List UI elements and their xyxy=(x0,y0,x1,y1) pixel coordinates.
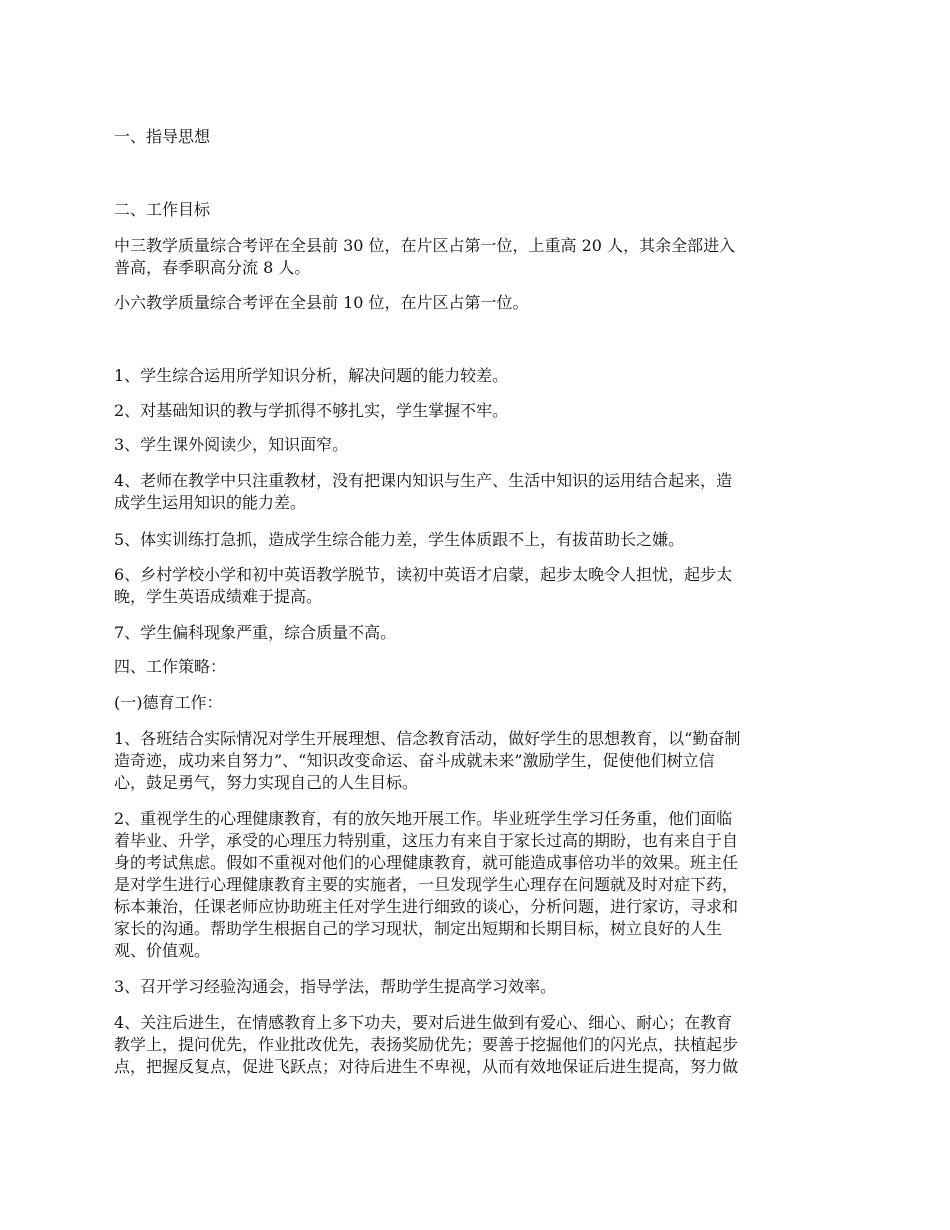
text-line: 普高，春季职高分流 8 人。 xyxy=(114,258,311,277)
text-line: 晚，学生英语成绩难于提高。 xyxy=(114,587,323,606)
strategy-item xyxy=(114,808,836,962)
text-line: 2、对基础知识的教与学抓得不够扎实，学生掌握不牢。 xyxy=(114,401,509,420)
text-line: 6、乡村学校小学和初中英语教学脱节，读初中英语才启蒙，起步太晚令人担忧，起步太 xyxy=(114,565,733,584)
heading-work-goals: 二、工作目标 xyxy=(114,200,211,219)
text-line: 1、各班结合实际情况对学生开展理想、信念教育活动，做好学生的思想教育，以“勤奋制 xyxy=(114,729,741,748)
text-line: 成学生运用知识的能力差。 xyxy=(114,493,307,512)
text-line: 4、关注后进生，在情感教育上多下功夫，要对后进生做到有爱心、细心、耐心；在教育 xyxy=(114,1013,733,1032)
text-line: 标本兼治，任课老师应协助班主任对学生进行细致的谈心，分析问题，进行家访，寻求和 xyxy=(114,897,739,916)
text-line: 着毕业、升学，承受的心理压力特别重，这压力有来自于家长过高的期盼，也有来自于自 xyxy=(114,831,739,850)
goal-paragraph xyxy=(114,235,836,279)
text-line: 中三教学质量综合考评在全县前 30 位，在片区占第一位，上重高 20 人，其余全部进入 xyxy=(114,236,736,255)
text-line: 1、学生综合运用所学知识分析，解决问题的能力较差。 xyxy=(114,366,509,385)
strategy-item xyxy=(114,728,836,794)
problem-item xyxy=(114,434,836,456)
text-line: 3、召开学习经验沟通会，指导学法，帮助学生提高学习效率。 xyxy=(114,977,557,996)
text-line: 是对学生进行心理健康教育主要的实施者，一旦发现学生心理存在问题就及时对症下药， xyxy=(114,875,739,894)
text-line: 造奇迹，成功来自努力”、“知识改变命运、奋斗成就未来”激励学生，促使他们树立信 xyxy=(114,751,715,770)
text-line: 点，把握反复点，促进飞跃点；对待后进生不卑视，从而有效地保证后进生提高，努力做 xyxy=(114,1057,739,1076)
problem-item xyxy=(114,622,836,644)
strategy-item xyxy=(114,1012,836,1078)
text-line: 小六教学质量综合考评在全县前 10 位，在片区占第一位。 xyxy=(114,293,529,312)
text-line: 教学上，提问优先，作业批改优先，表扬奖励优先；要善于挖掘他们的闪光点，扶植起步 xyxy=(114,1035,739,1054)
sub-heading-moral-education: (一)德育工作： xyxy=(114,693,223,712)
goal-paragraph xyxy=(114,292,836,314)
problem-item xyxy=(114,564,836,608)
heading-work-strategies: 四、工作策略： xyxy=(114,657,227,676)
problem-item xyxy=(114,365,836,387)
text-line: 3、学生课外阅读少，知识面窄。 xyxy=(114,435,349,454)
problem-item xyxy=(114,470,836,514)
text-line: 2、重视学生的心理健康教育，有的放矢地开展工作。毕业班学生学习任务重，他们面临 xyxy=(114,809,733,828)
text-line: 观、价值观。 xyxy=(114,941,211,960)
text-line: 家长的沟通。帮助学生根据自己的学习现状，制定出短期和长期目标，树立良好的人生 xyxy=(114,919,723,938)
strategy-item xyxy=(114,976,836,998)
problem-item xyxy=(114,400,836,422)
text-line: 身的考试焦虑。假如不重视对他们的心理健康教育，就可能造成事倍功半的效果。班主任 xyxy=(114,853,739,872)
problem-item xyxy=(114,529,836,551)
text-line: 7、学生偏科现象严重，综合质量不高。 xyxy=(114,623,397,642)
heading-guiding-ideology: 一、指导思想 xyxy=(114,127,211,146)
text-line: 心，鼓足勇气，努力实现自己的人生目标。 xyxy=(114,773,419,792)
text-line: 5、体实训练打急抓，造成学生综合能力差，学生体质跟不上，有拔苗助长之嫌。 xyxy=(114,530,685,549)
text-line: 4、老师在教学中只注重教材，没有把课内知识与生产、生活中知识的运用结合起来，造 xyxy=(114,471,733,490)
